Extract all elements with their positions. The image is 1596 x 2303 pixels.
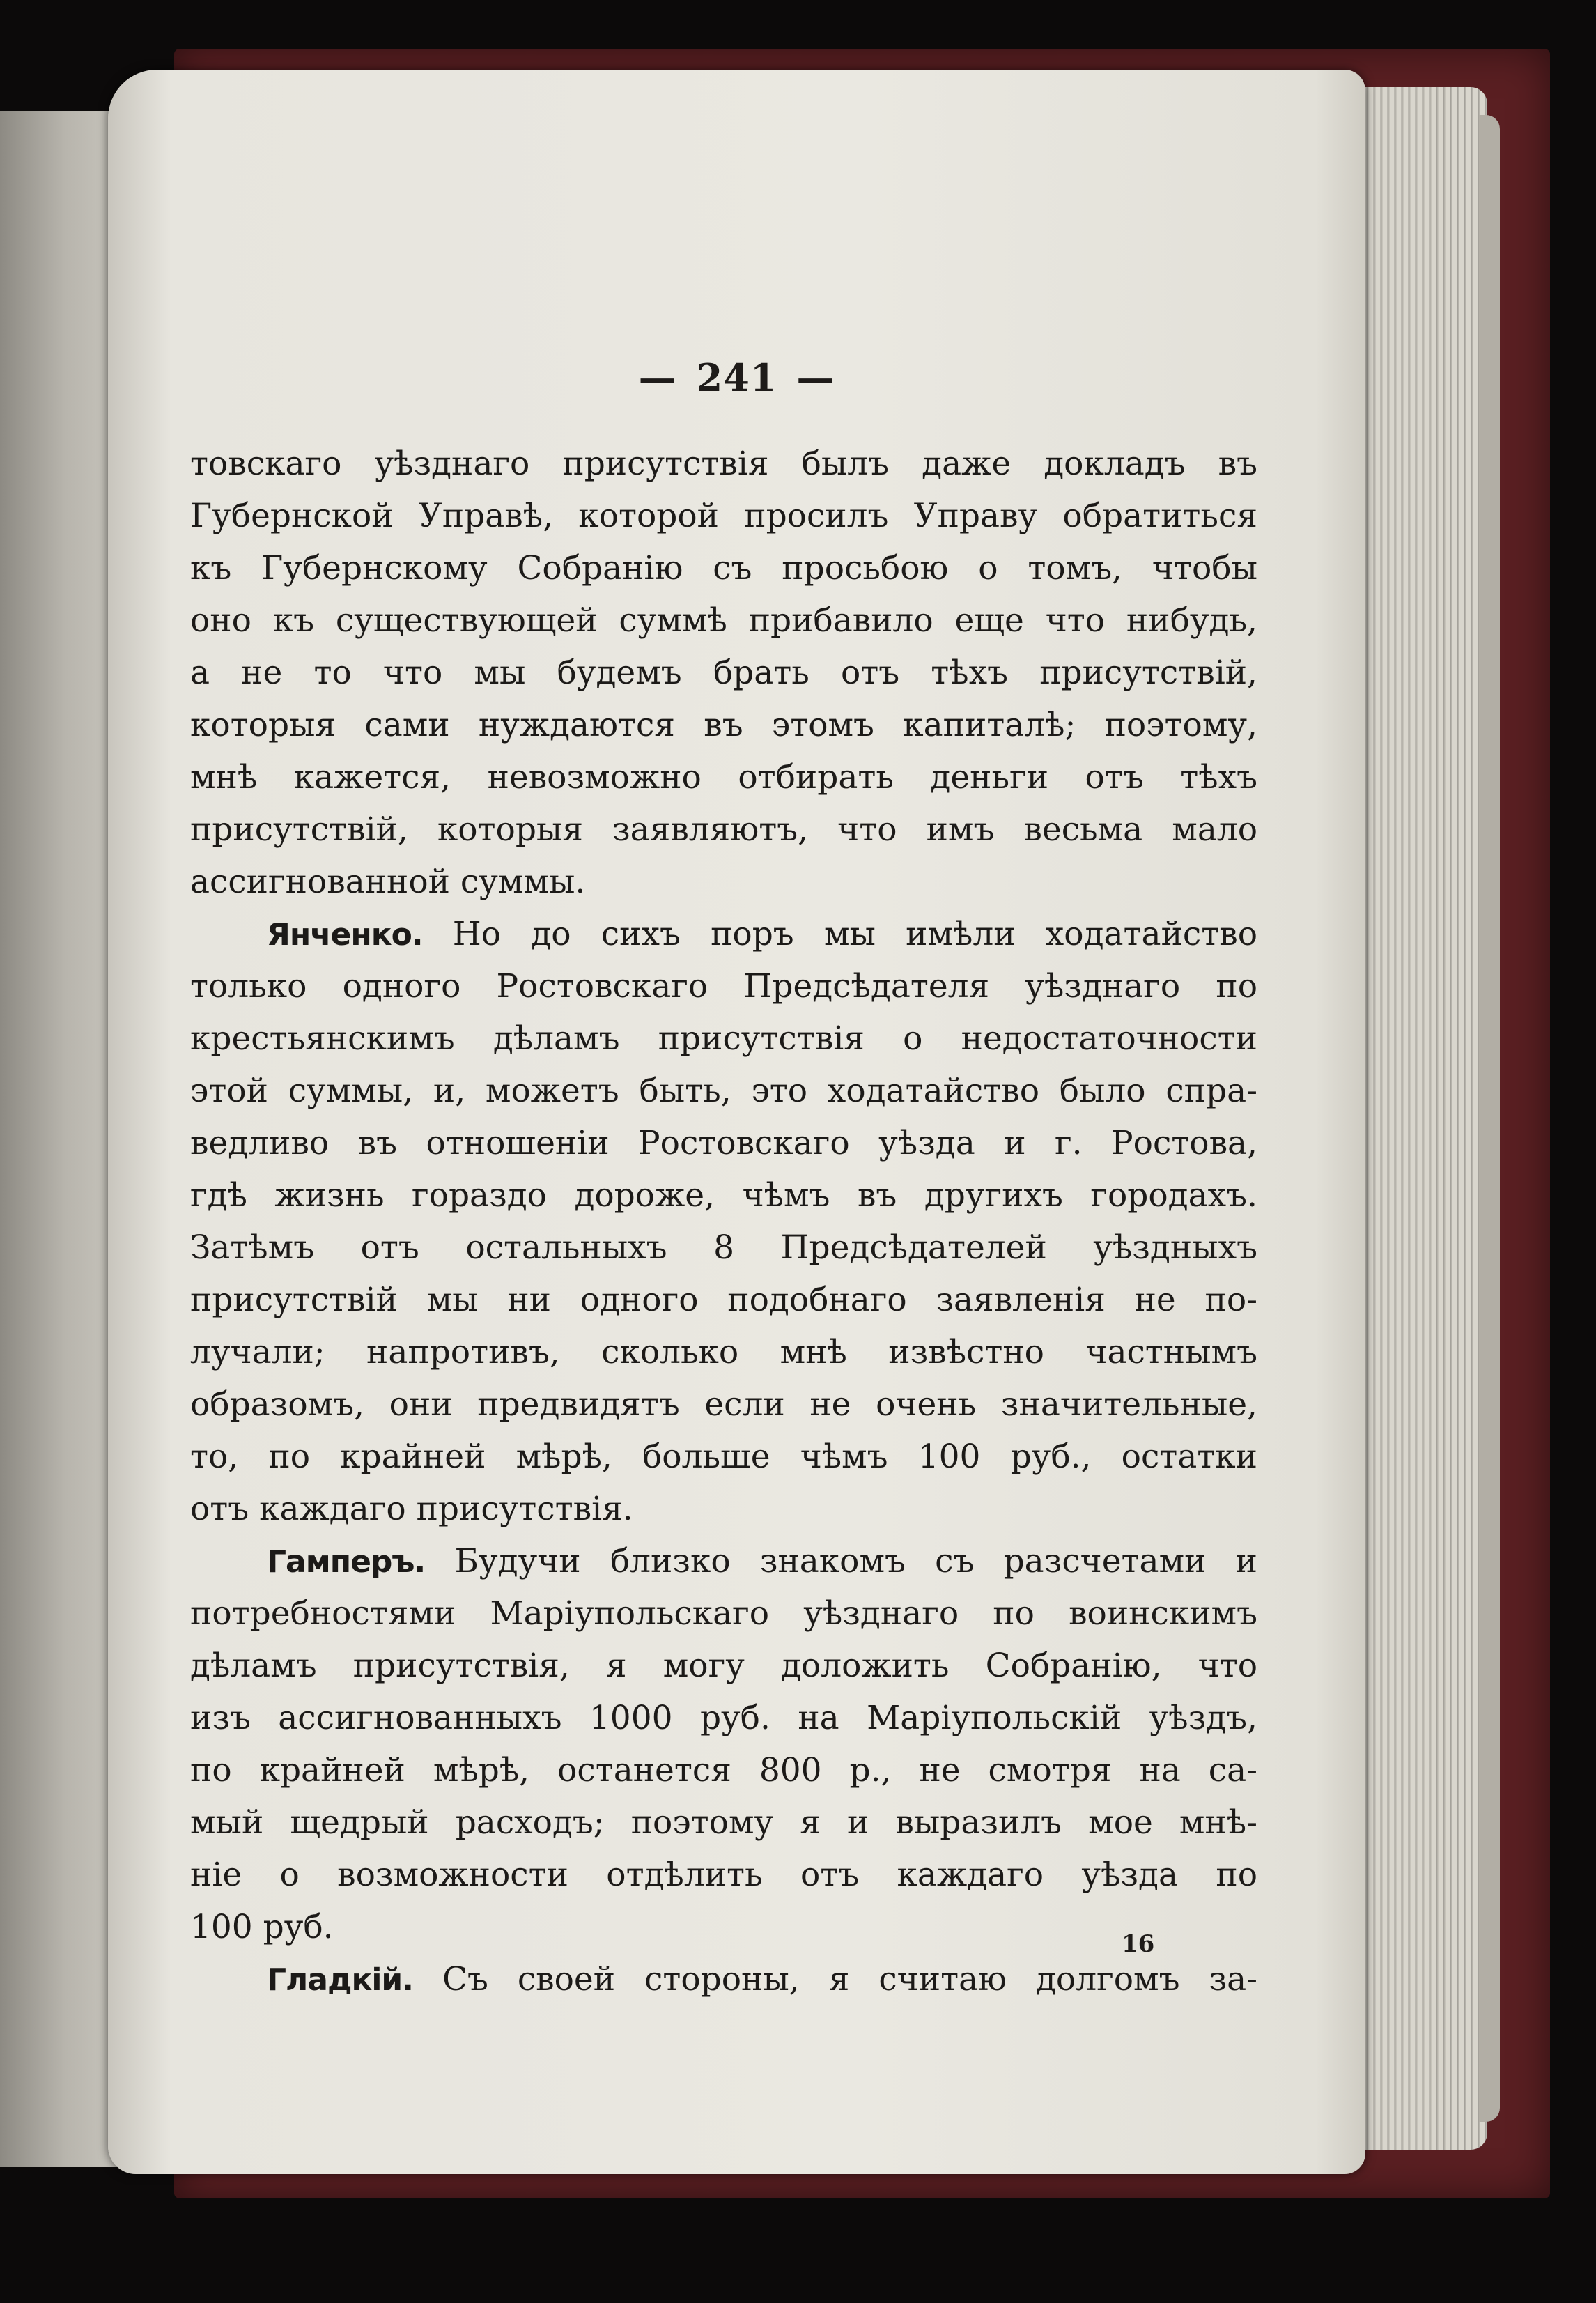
text-line: ведливо въ отношеніи Ростовскаго уѣзда и г. Ростова, xyxy=(190,1124,1257,1162)
paragraph-first-line xyxy=(190,908,1257,960)
paragraph-text: Будучи близко знакомъ съ разсчетами и xyxy=(454,1542,1257,1580)
text-line: мый щедрый расходъ; поэтому я и выразилъ мое мнѣ- xyxy=(190,1803,1257,1842)
text-line: дѣламъ присутствія, я могу доложить Собранію, что xyxy=(190,1647,1257,1685)
text-line: присутствій, которыя заявляютъ, что имъ весьма мало xyxy=(190,810,1257,849)
text-line: то, по крайней мѣрѣ, больше чѣмъ 100 руб., остатки xyxy=(190,1438,1257,1476)
text-line: оно къ существующей суммѣ прибавило еще что нибудь, xyxy=(190,601,1257,640)
paragraph-text: Но до сихъ поръ мы имѣли ходатайство xyxy=(452,915,1257,953)
text-line: къ Губернскому Собранію съ просьбою о томъ, чтобы xyxy=(190,549,1257,587)
speaker-name: Гамперъ. xyxy=(267,1544,426,1580)
text-line: присутствій мы ни одного подобнаго заявленія не по- xyxy=(190,1281,1257,1319)
signature-mark: 16 xyxy=(1122,1930,1155,1958)
text-line: мнѣ кажется, невозможно отбирать деньги отъ тѣхъ xyxy=(190,758,1257,796)
book-page xyxy=(108,70,1365,2174)
text-line: гдѣ жизнь гораздо дороже, чѣмъ въ другихъ городахъ. xyxy=(190,1176,1257,1215)
page-number-dash-left: — xyxy=(638,355,677,400)
text-line: ніе о возможности отдѣлить отъ каждаго уѣзда по xyxy=(190,1856,1257,1894)
paragraph-first-line xyxy=(190,1953,1257,2005)
text-line: Губернской Управѣ, которой просилъ Управу обратиться xyxy=(190,497,1257,535)
text-line: Затѣмъ отъ остальныхъ 8 Предсѣдателей уѣздныхъ xyxy=(190,1228,1257,1267)
text-line: только одного Ростовскаго Предсѣдателя уѣзднаго по xyxy=(190,967,1257,1006)
text-line: отъ каждаго присутствія. xyxy=(190,1490,633,1528)
text-line: крестьянскимъ дѣламъ присутствія о недостаточности xyxy=(190,1019,1257,1058)
text-line: образомъ, они предвидятъ если не очень значительные, xyxy=(190,1385,1257,1424)
text-line: а не то что мы будемъ брать отъ тѣхъ присутствій, xyxy=(190,654,1257,692)
text-line: по крайней мѣрѣ, останется 800 р., не смотря на са- xyxy=(190,1751,1257,1789)
page-number-dash-right: — xyxy=(796,355,835,400)
speaker-name: Гладкій. xyxy=(267,1962,413,1998)
text-line: товскаго уѣзднаго присутствія былъ даже докладъ въ xyxy=(190,445,1257,483)
page-number xyxy=(108,355,1365,400)
text-line: этой суммы, и, можетъ быть, это ходатайство было спра- xyxy=(190,1072,1257,1110)
page-body-text xyxy=(190,438,1257,2005)
text-line: лучали; напротивъ, сколько мнѣ извѣстно частнымъ xyxy=(190,1333,1257,1371)
text-line: потребностями Маріупольскаго уѣзднаго по воинскимъ xyxy=(190,1594,1257,1633)
text-line: изъ ассигнованныхъ 1000 руб. на Маріупольскій уѣздъ, xyxy=(190,1699,1257,1737)
paragraph-first-line xyxy=(190,1535,1257,1587)
text-line: 100 руб. xyxy=(190,1908,334,1946)
speaker-name: Янченко. xyxy=(267,917,423,953)
page-number-value: 241 xyxy=(696,355,777,400)
text-line: которыя сами нуждаются въ этомъ капиталѣ; поэтому, xyxy=(190,706,1257,744)
text-line: ассигнованной суммы. xyxy=(190,863,586,901)
paragraph-text: Съ своей стороны, я считаю долгомъ за- xyxy=(442,1960,1257,1998)
